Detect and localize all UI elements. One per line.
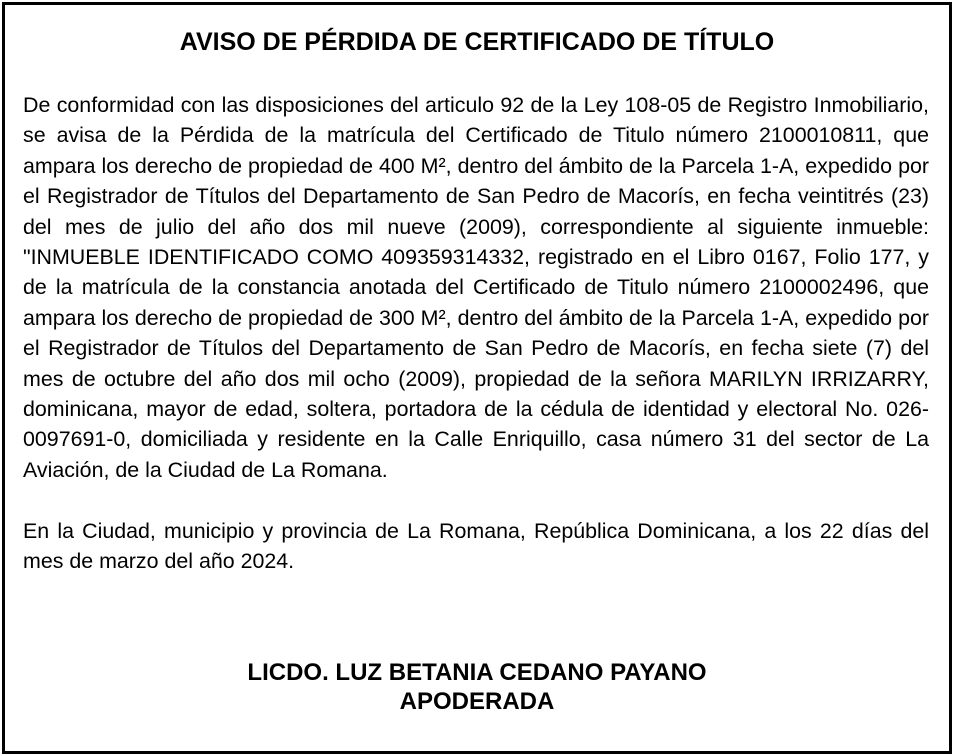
- notice-title: AVISO DE PÉRDIDA DE CERTIFICADO DE TÍTULO: [179, 28, 775, 56]
- signature-name: LICDO. LUZ BETANIA CEDANO PAYANO: [247, 659, 707, 686]
- signature-block: [5, 658, 949, 716]
- notice-body: [23, 90, 929, 576]
- signature-role: APODERADA: [399, 688, 555, 715]
- notice-paragraph-main: De conformidad con las disposiciones del articulo 92 de la Ley 108-05 de Registro Inmobiliario, se avisa de la Pérdida de la matrícula del Certificado de Titulo número 2100010811, que ampara los derecho de propiedad de 400 M², dentro del ámbito de la Parcela 1-A, expedido por el Registrador de Títulos del Departamento de San Pedro de Macorís, en fecha veintitrés (23) del mes de julio del año dos mil nueve (2009), correspondiente al siguiente inmueble: "INMUEBLE IDENTIFICADO COMO 409359314332, registrado en el Libro 0167, Folio 177, y de la matrícula de la constancia anotada del Certificado de Titulo número 2100002496, que ampara los derecho de propiedad de 300 M², dentro del ámbito de la Parcela 1-A, expedido por el Registrador de Títulos del Departamento de San Pedro de Macorís, en fecha siete (7) del mes de octubre del año dos mil ocho (2009), propiedad de la señora MARILYN IRRIZARRY, dominicana, mayor de edad, soltera, portadora de la cédula de identidad y electoral No. 026-0097691-0, domiciliada y residente en la Calle Enriquillo, casa número 31 del sector de La Aviación, de la Ciudad de La Romana.: [23, 93, 929, 482]
- notice-paragraph-date: En la Ciudad, municipio y provincia de La Romana, República Dominicana, a los 22 días del mes de marzo del año 2024.: [23, 518, 929, 574]
- notice-frame: [2, 2, 952, 754]
